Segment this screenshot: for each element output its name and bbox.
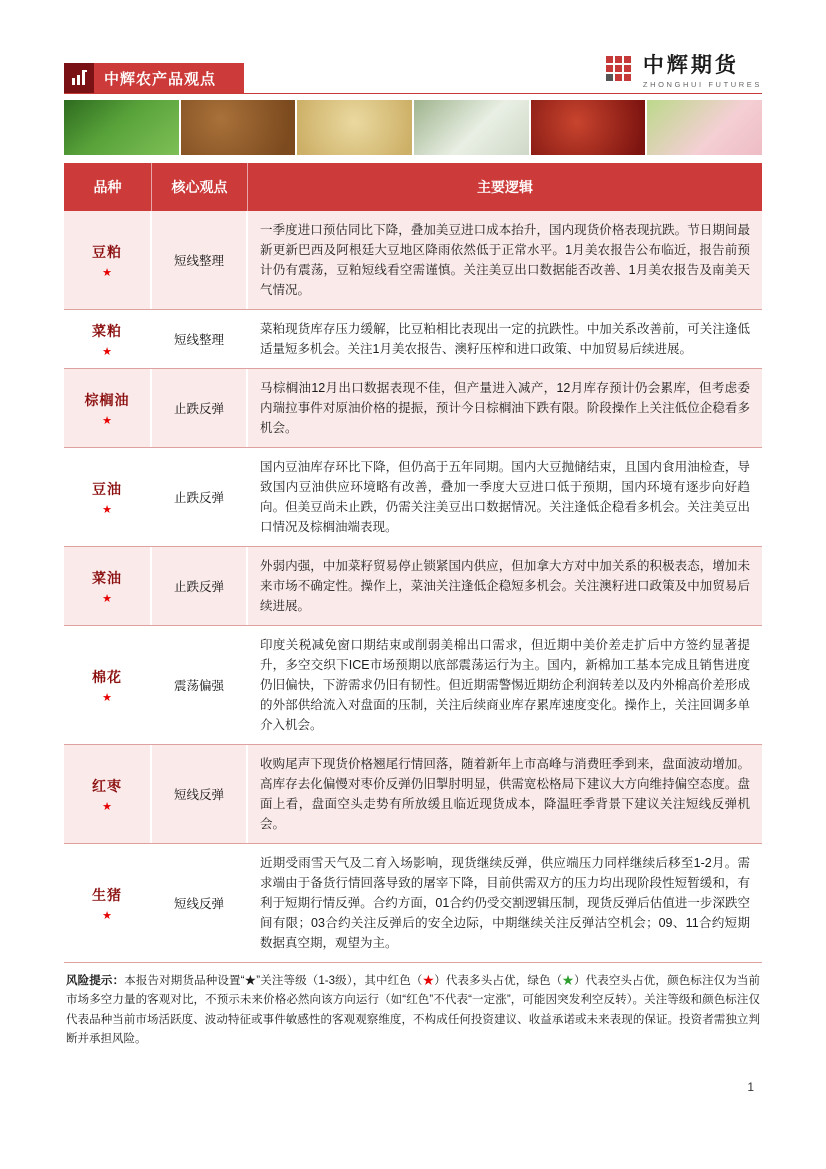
core-view: 止跌反弹 [152, 547, 248, 625]
core-view: 止跌反弹 [152, 448, 248, 546]
variety-cell [64, 745, 152, 843]
variety-name: 红枣 [92, 777, 122, 794]
zhonghui-emblem-icon [64, 63, 94, 93]
variety-name: 菜油 [92, 569, 122, 586]
logo-company-subtitle: ZHONGHUI FUTURES [642, 79, 762, 89]
company-logo [604, 54, 762, 89]
core-view: 短线整理 [152, 310, 248, 368]
core-view: 短线整理 [152, 211, 248, 309]
main-logic: 收购尾声下现货价格翘尾行情回落，随着新年上市高峰与消费旺季到来，盘面波动增加。高库存去化偏慢对枣价反弹仍旧掣肘明显，供需宽松格局下建议大方向维持偏空态度。盘面上看，盘面空头走势有所放缓且临近现货成本，降温旺季背景下建议关注短线反弹机会。 [260, 757, 750, 831]
main-logic: 马棕榈油12月出口数据表现不佳，但产量进入减产，12月库存预计仍会累库，但考虑委内瑞拉事件对原油价格的提振，预计今日棕榈油下跌有限。阶段操作上关注低位企稳看多机会。 [260, 381, 750, 435]
photo-soybean-plants [64, 100, 179, 155]
page-title: 中辉农产品观点 [104, 70, 217, 88]
title-banner [64, 63, 244, 93]
variety-cell [64, 448, 152, 546]
star-rating-icon: ★ [102, 266, 112, 279]
photo-grain-husks [297, 100, 412, 155]
variety-name: 菜粕 [92, 322, 122, 339]
logo-text [643, 54, 762, 88]
variety-cell [64, 626, 152, 744]
star-rating-icon: ★ [102, 345, 112, 358]
table-row [64, 448, 762, 547]
main-logic: 外弱内强，中加菜籽贸易停止锁紧国内供应，但加拿大方对中加关系的积极表态，增加未来市场不确定性。操作上，菜油关注逢低企稳短多机会。关注澳籽进口政策及中加贸易后续进展。 [260, 559, 750, 613]
star-rating-icon: ★ [102, 800, 112, 813]
variety-cell [64, 844, 152, 962]
star-rating-icon: ★ [102, 691, 112, 704]
table-row [64, 844, 762, 963]
table-row [64, 547, 762, 626]
variety-name: 棕榈油 [84, 391, 130, 408]
green-star-icon: ★ [562, 975, 574, 987]
variety-name: 生猪 [92, 886, 122, 903]
table-row [64, 745, 762, 844]
logo-company-name: 中辉期货 [642, 54, 739, 78]
core-view: 止跌反弹 [152, 369, 248, 447]
zhonghui-logo-icon [604, 54, 634, 89]
risk-text-segment-2: ）代表多头占优，绿色（ [434, 975, 563, 987]
photo-red-dates [531, 100, 646, 155]
column-header-variety: 品种 [64, 163, 152, 211]
risk-label: 风险提示： [66, 975, 125, 987]
table-header-row [64, 163, 762, 211]
core-view: 短线反弹 [152, 844, 248, 962]
main-logic: 一季度进口预估同比下降，叠加美豆进口成本抬升，国内现货价格表现抗跌。节日期间最新更新巴西及阿根廷大豆地区降雨依然低于正常水平。1月美农报告公布临近，报告前预计仍有震荡，豆粕短线看空需谨慎。关注美豆出口数据能否改善、1月美农报告及南美天气情况。 [260, 223, 750, 297]
column-header-view: 核心观点 [152, 163, 248, 211]
variety-cell [64, 310, 152, 368]
variety-name: 豆粕 [92, 243, 122, 260]
variety-cell [64, 547, 152, 625]
photo-piglet [647, 100, 762, 155]
main-logic: 印度关税减免窗口期结束或削弱美棉出口需求，但近期中美价差走扩后中方签约显著提升，多空交织下ICE市场预期以底部震荡运行为主。国内，新棉加工基本完成且销售进度仍旧偏快，下游需求仍旧有韧性。但近期需警惕近期纺企利润转差以及内外棉高价差形成的外部供给流入对盘面的压制，关注后续商业库存累库速度变化。操作上，关注回调多单介入机会。 [260, 638, 750, 732]
photo-cotton-plant [414, 100, 529, 155]
table-row [64, 310, 762, 369]
risk-text-segment-1: 本报告对期货品种设置“★”关注等级（1-3级），其中红色（ [124, 975, 423, 987]
opinion-table [64, 163, 762, 963]
page-number: 1 [747, 1080, 754, 1094]
risk-disclaimer [64, 963, 762, 1049]
variety-cell [64, 369, 152, 447]
main-logic: 近期受雨雪天气及二育入场影响，现货继续反弹，供应端压力同样继续后移至1-2月。需求端由于备货行情回落导致的屠宰下降，目前供需双方的压力均出现阶段性短暂缓和，有利于短期行情反弹。合约方面，01合约仍受交割逻辑压制，现货反弹后估值进一步深跌空间有限；03合约关注反弹后的安全边际，中期继续关注反弹沽空机会；09、11合约短期数据真空期，观望为主。 [260, 856, 750, 950]
column-header-logic: 主要逻辑 [477, 179, 533, 195]
core-view: 震荡偏强 [152, 626, 248, 744]
star-rating-icon: ★ [102, 592, 112, 605]
photo-soybean-meal [181, 100, 296, 155]
table-row [64, 369, 762, 448]
star-rating-icon: ★ [102, 909, 112, 922]
star-rating-icon: ★ [102, 414, 112, 427]
main-logic: 菜粕现货库存压力缓解，比豆粕相比表现出一定的抗跌性。中加关系改善前，可关注逢低适量短多机会。关注1月美农报告、澳籽压榨和进口政策、中加贸易后续进展。 [260, 322, 750, 356]
star-rating-icon: ★ [102, 503, 112, 516]
table-row [64, 211, 762, 310]
variety-name: 棉花 [92, 668, 122, 685]
photo-strip [64, 100, 762, 155]
core-view: 短线反弹 [152, 745, 248, 843]
header [64, 54, 762, 94]
variety-cell [64, 211, 152, 309]
table-row [64, 626, 762, 745]
risk-text-segment-3: ）代表空头占优，颜色标注仅为当前市场多空力量的客观对比，不预示未来价格必然向该方向运行（如“红色”不代表“一定涨”，可能因突发利空反转）。关注等级和颜色标注仅代表品种当前市场活跃度、波动特征或事件敏感性的客观观察维度，不构成任何投资建议、收益承诺或未来表现的保证。投资者需独立判断并承担风险。 [66, 975, 761, 1045]
red-star-icon: ★ [422, 975, 435, 987]
table-body [64, 211, 762, 963]
main-logic: 国内豆油库存环比下降，但仍高于五年同期。国内大豆抛储结束，且国内食用油检查，导致国内豆油供应环境略有改善，叠加一季度大豆进口低于预期，国内环境有逐步向好趋向。但美豆尚未止跌，仍需关注美豆出口数据情况。关注逢低企稳看多机会。关注美豆出口情况及棕榈油端表现。 [260, 460, 750, 534]
variety-name: 豆油 [92, 480, 122, 497]
